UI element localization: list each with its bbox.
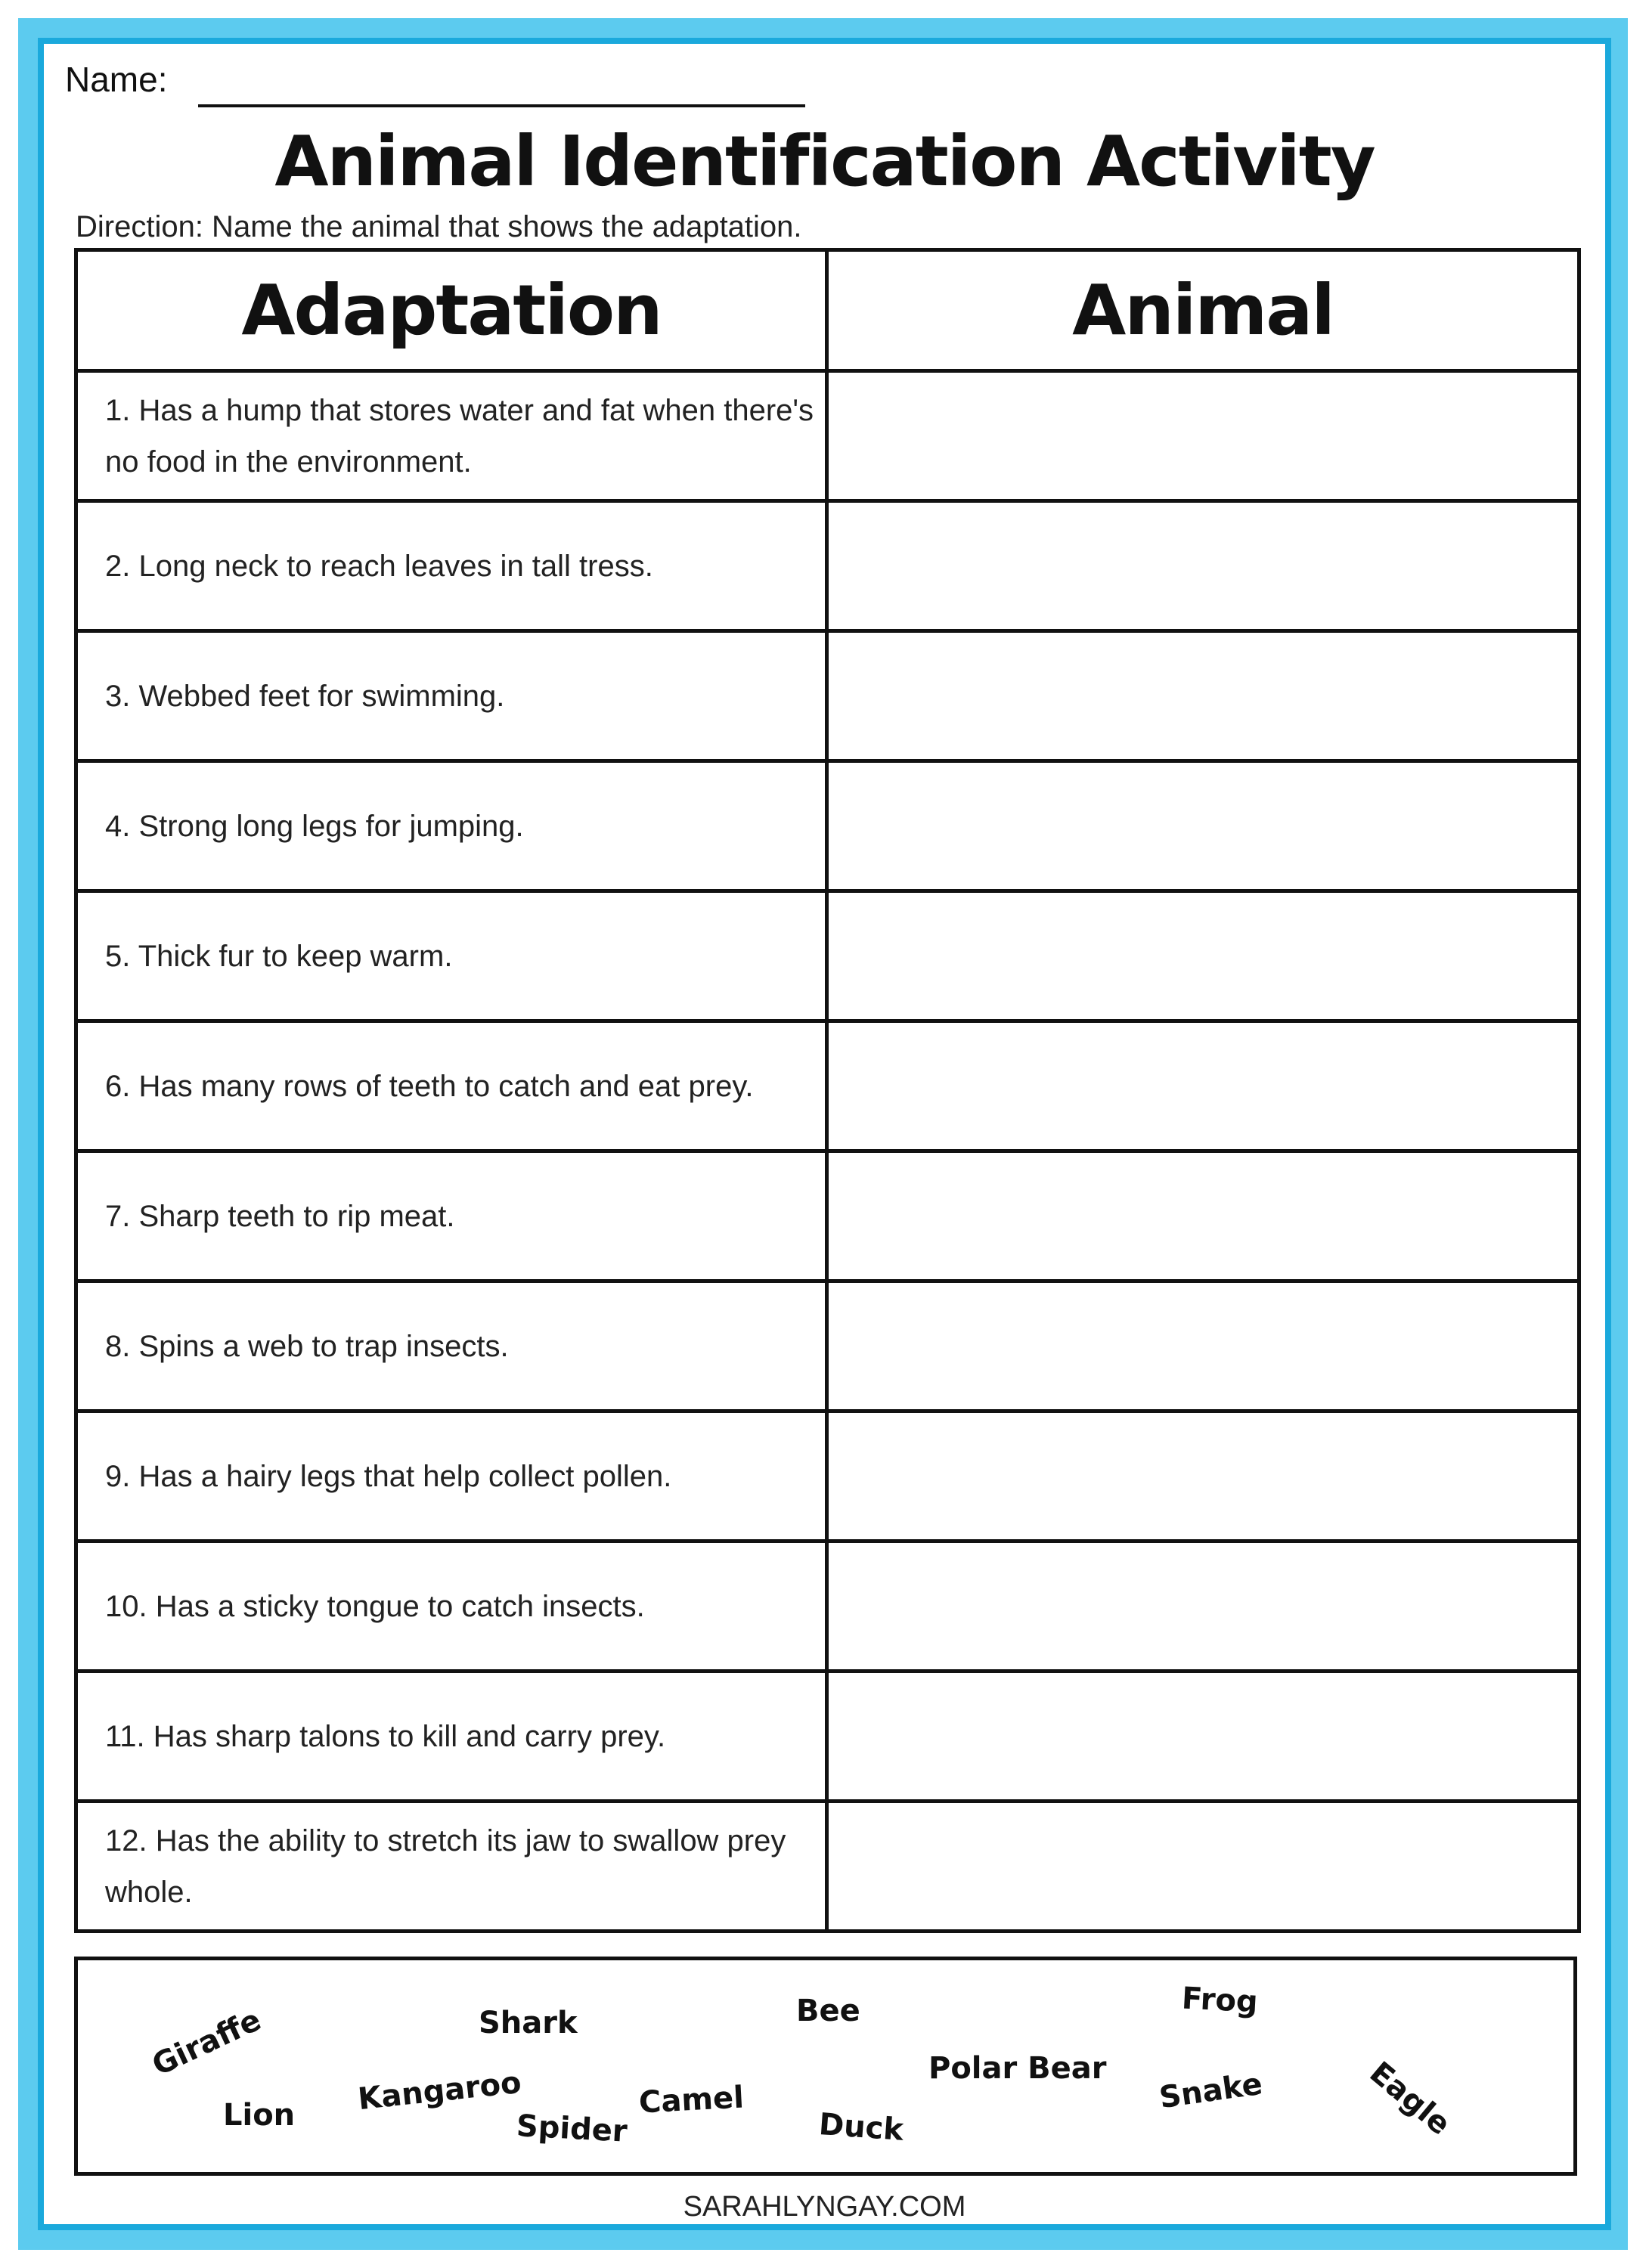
adaptation-cell: 7. Sharp teeth to rip meat. [76,1151,827,1281]
adaptation-cell: 6. Has many rows of teeth to catch and eat prey. [76,1021,827,1151]
table-row [76,1021,1579,1151]
word-bank-giraffe: Giraffe [147,2002,267,2084]
table-row [76,891,1579,1021]
table-row [76,1151,1579,1281]
adaptation-cell: 3. Webbed feet for swimming. [76,631,827,761]
adaptation-cell: 5. Thick fur to keep warm. [76,891,827,1021]
adaptation-cell: 1. Has a hump that stores water and fat when there's no food in the environment. [76,371,827,501]
name-label: Name: [65,60,168,99]
table-header-row [76,250,1579,371]
animal-answer-cell[interactable] [827,891,1579,1021]
column-header-animal: Animal [827,250,1579,371]
table-row [76,1281,1579,1411]
word-bank-spider: Spider [515,2108,628,2149]
table-row [76,1802,1579,1932]
word-bank-snake: Snake [1157,2066,1265,2116]
word-bank-duck: Duck [817,2107,905,2148]
table-row [76,371,1579,501]
table-row [76,1541,1579,1672]
table-row [76,1411,1579,1541]
table-row [76,501,1579,631]
animal-answer-cell[interactable] [827,1802,1579,1932]
animal-answer-cell[interactable] [827,631,1579,761]
word-bank [74,1957,1577,2176]
animal-answer-cell[interactable] [827,761,1579,891]
word-bank-eagle: Eagle [1362,2055,1458,2143]
table-row [76,761,1579,891]
word-bank-lion: Lion [223,2098,296,2133]
animal-answer-cell[interactable] [827,371,1579,501]
footer-website: SARAHLYNGAY.COM [683,2191,966,2223]
adaptation-cell: 9. Has a hairy legs that help collect pollen. [76,1411,827,1541]
column-header-adaptation: Adaptation [76,250,827,371]
word-bank-frog: Frog [1180,1981,1259,2020]
adaptation-cell: 12. Has the ability to stretch its jaw to swallow prey whole. [76,1802,827,1932]
word-bank-polar-bear: Polar Bear [928,2051,1107,2086]
word-bank-shark: Shark [479,2006,578,2040]
word-bank-kangaroo: Kangaroo [356,2065,523,2118]
adaptation-cell: 8. Spins a web to trap insects. [76,1281,827,1411]
direction-text: Direction: Name the animal that shows the adaptation. [76,210,802,243]
word-bank-camel: Camel [637,2080,745,2121]
adaptation-cell: 2. Long neck to reach leaves in tall tress. [76,501,827,631]
adaptation-table [74,248,1581,1933]
animal-answer-cell[interactable] [827,1411,1579,1541]
adaptation-cell: 11. Has sharp talons to kill and carry prey. [76,1672,827,1802]
animal-answer-cell[interactable] [827,501,1579,631]
animal-answer-cell[interactable] [827,1021,1579,1151]
name-field-line[interactable] [198,104,805,107]
table-row [76,631,1579,761]
adaptation-cell: 4. Strong long legs for jumping. [76,761,827,891]
table-body [76,371,1579,1932]
animal-answer-cell[interactable] [827,1151,1579,1281]
word-bank-bee: Bee [796,1994,860,2028]
worksheet-title: Animal Identification Activity [274,121,1375,202]
animal-answer-cell[interactable] [827,1541,1579,1672]
table-row [76,1672,1579,1802]
animal-answer-cell[interactable] [827,1672,1579,1802]
animal-answer-cell[interactable] [827,1281,1579,1411]
adaptation-cell: 10. Has a sticky tongue to catch insects. [76,1541,827,1672]
